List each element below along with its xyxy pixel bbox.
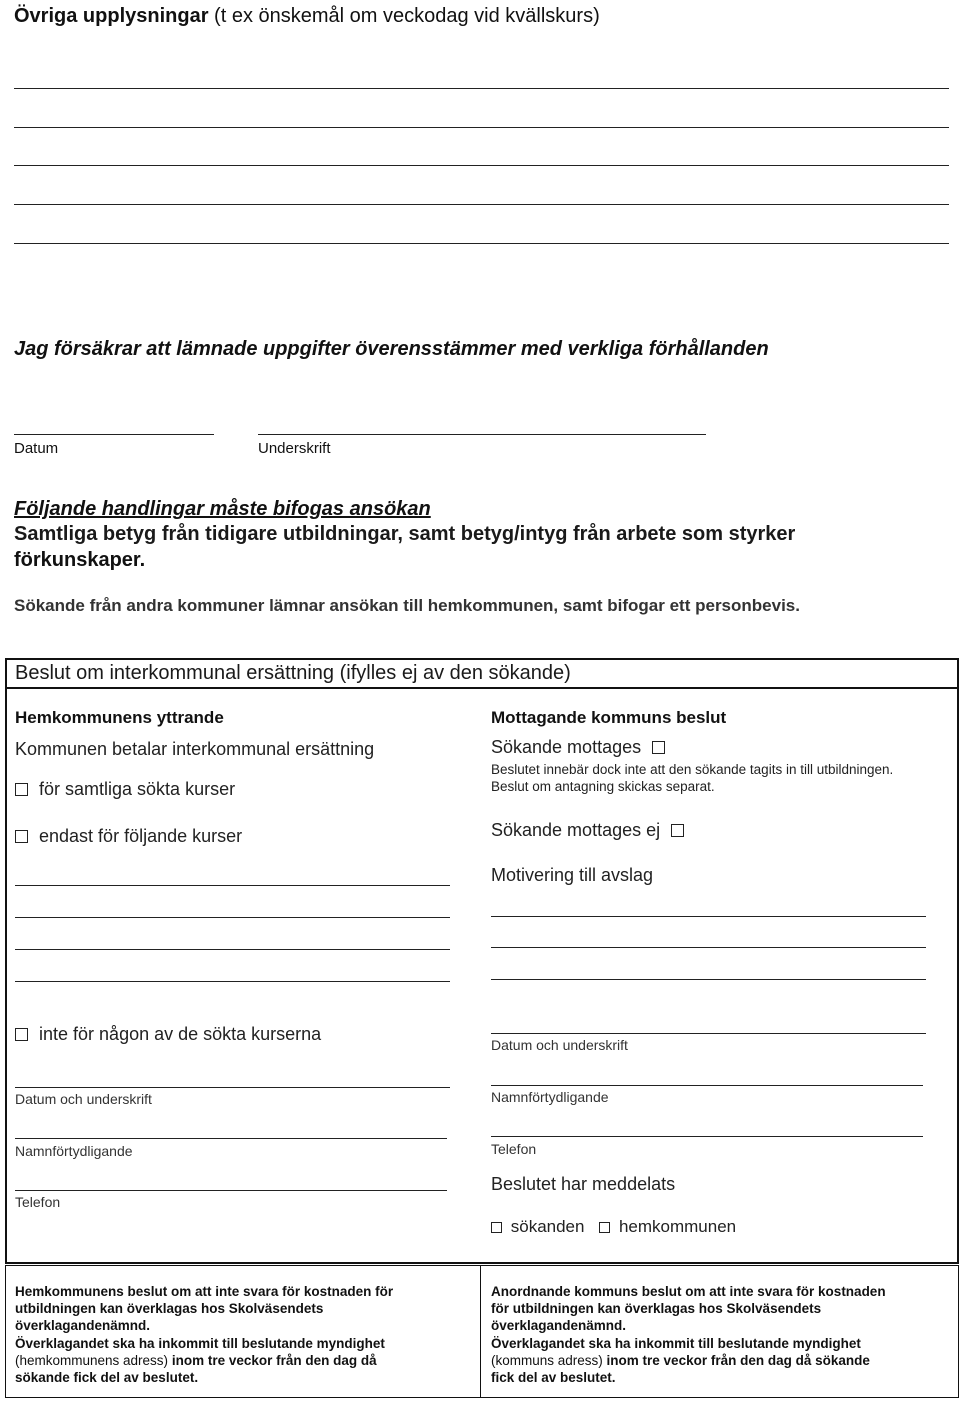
left-phone-field[interactable] [15,1190,447,1191]
option-no-courses[interactable] [15,1024,321,1045]
course-line[interactable] [15,885,450,886]
other-info-heading-note: (t ex önskemål om veckodag vid kvällskurs) [214,5,600,27]
right-phone-label: Telefon [491,1141,537,1157]
signature-label: Underskrift [258,440,331,457]
signature-field[interactable] [258,434,706,435]
accepted-label: Sökande mottages [491,737,642,757]
left-name-label: Namnförtydligande [15,1143,133,1159]
home-municipality-heading: Hemkommunens yttrande [15,708,224,727]
appeal-divider [480,1265,481,1398]
checkbox-notified-home[interactable] [599,1222,610,1233]
decision-title-divider [5,687,959,689]
notified-applicant-label: sökanden [510,1217,585,1236]
accepted-option[interactable] [491,737,665,758]
home-appeal-info: Hemkommunens beslut om att inte svara för kostnaden för utbildningen kan överklagas hos Skolväsendets överklagandenämnd. Överklagandet ska ha inkommit till beslutande myndighet (hemkommunens adress) inom tre veckor från den dag då sökande fick del av beslutet. [15,1284,394,1386]
accepted-note-line: Beslutet innebär dock inte att den sökande tagits in till utbildningen. [491,762,894,777]
other-info-line[interactable] [14,127,949,128]
attachments-line: Samtliga betyg från tidigare utbildningar, samt betyg/intyg från arbete som styrker [14,523,796,545]
organizer-appeal-info: Anordnande kommuns beslut om att inte svara för kostnaden för utbildningen kan överklagas hos Skolväsendets överklagandenämnd. Överklagandet ska ha inkommit till beslutande myndighet (kommuns adress) inom tre veckor från den dag då sökande fick del av beslutet. [491,1284,886,1386]
checkbox-all-courses[interactable] [15,783,28,796]
notified-label: Beslutet har meddelats [491,1174,676,1194]
course-line[interactable] [15,949,450,950]
left-date-sign-field[interactable] [15,1087,450,1088]
checkbox-no-courses[interactable] [15,1028,28,1041]
declaration-statement: Jag försäkrar att lämnade uppgifter överensstämmer med verkliga förhållanden [14,338,769,360]
option-only-courses-label: endast för följande kurser [39,826,243,846]
not-accepted-option[interactable] [491,820,684,841]
option-all-courses[interactable] [15,779,235,800]
left-name-field[interactable] [15,1138,447,1139]
notified-options [491,1217,736,1237]
checkbox-only-courses[interactable] [15,830,28,843]
checkbox-not-accepted[interactable] [671,824,684,837]
right-name-field[interactable] [491,1085,923,1086]
right-phone-field[interactable] [491,1136,923,1137]
attachments-heading: Följande handlingar måste bifogas ansökan [14,498,431,520]
other-info-line[interactable] [14,243,949,244]
accepted-note-line: Beslut om antagning skickas separat. [491,779,715,794]
attachments-line: förkunskaper. [14,549,146,571]
option-no-courses-label: inte för någon av de sökta kurserna [39,1024,322,1044]
decision-title: Beslut om interkommunal ersättning (ifylles ej av den sökande) [15,662,571,684]
course-line[interactable] [15,917,450,918]
left-date-sign-label: Datum och underskrift [15,1091,152,1107]
notified-home-label: hemkommunen [618,1217,737,1236]
not-accepted-label: Sökande mottages ej [491,820,661,840]
motivation-line[interactable] [491,979,926,980]
left-phone-label: Telefon [15,1194,61,1210]
option-all-courses-label: för samtliga sökta kurser [39,779,236,799]
option-only-courses[interactable] [15,826,242,847]
pays-compensation-label: Kommunen betalar interkommunal ersättning [15,739,375,759]
checkbox-notified-applicant[interactable] [491,1222,502,1233]
other-info-line[interactable] [14,165,949,166]
other-info-heading [14,5,600,28]
checkbox-accepted[interactable] [652,741,665,754]
motivation-line[interactable] [491,916,926,917]
attachments-note: Sökande från andra kommuner lämnar ansökan till hemkommunen, samt bifogar ett personbevis. [14,596,800,615]
other-info-line[interactable] [14,204,949,205]
motivation-line[interactable] [491,947,926,948]
date-label: Datum [14,440,59,457]
right-date-sign-label: Datum och underskrift [491,1037,628,1053]
motivation-label: Motivering till avslag [491,865,654,885]
right-name-label: Namnförtydligande [491,1089,609,1105]
other-info-line[interactable] [14,88,949,89]
right-date-sign-field[interactable] [491,1033,926,1034]
other-info-heading-bold: Övriga upplysningar [14,5,209,27]
course-line[interactable] [15,981,450,982]
date-field[interactable] [14,434,214,435]
receiving-municipality-heading: Mottagande kommuns beslut [491,708,727,727]
